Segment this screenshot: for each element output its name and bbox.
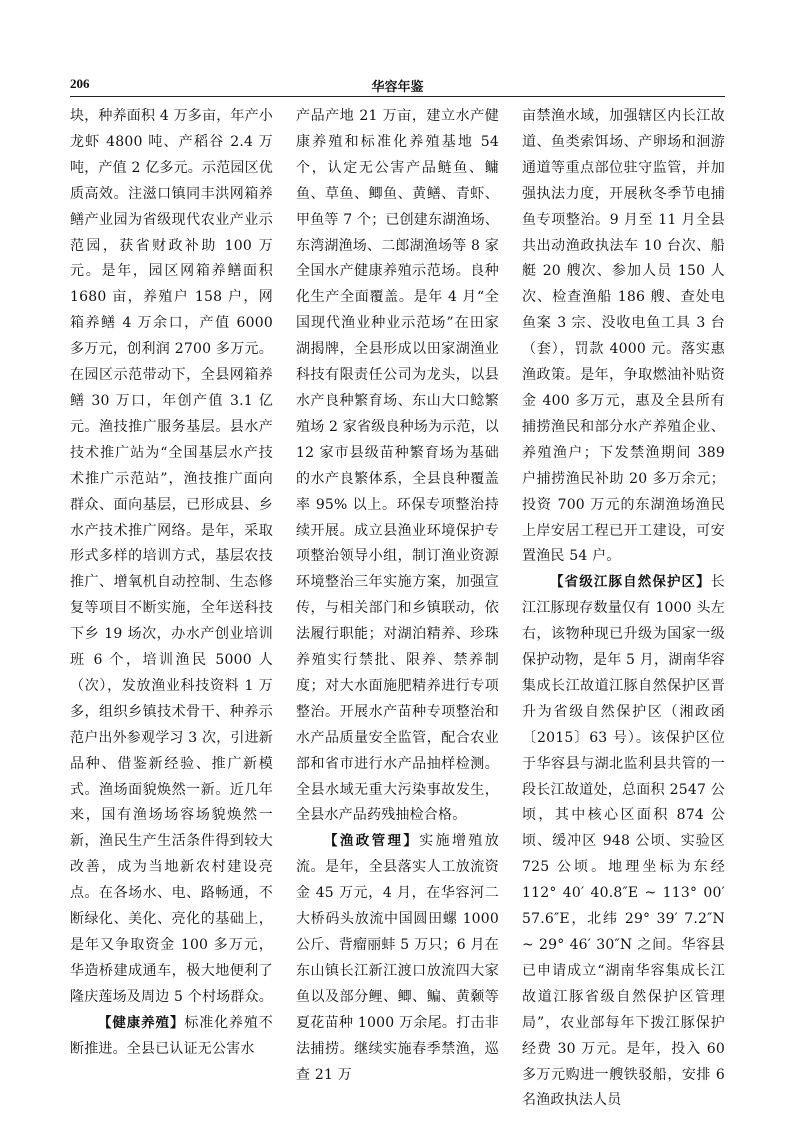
paragraph-porpoise-reserve: [522, 570, 725, 1114]
page-number: 206: [70, 76, 90, 91]
section-heading-porpoise-reserve: 【省级江豚自然保护区】: [550, 574, 711, 591]
text-column-right: [522, 104, 726, 1109]
paragraph-text: 标准化养殖不断推进。全县已认证无公害水: [70, 1014, 273, 1057]
page-header: [70, 76, 725, 98]
paragraph-fishery-tech: 块，种养面积 4 万多亩，年产小龙虾 4800 吨、产稻谷 2.4 万吨，产值 2 亿多元。示范园区优质高效。注滋口镇同丰洪网箱养鳝产业园为省级现代农业产业示范园，获省财政补助 100 万元。是年，园区网箱养鳝面积 1680 亩，养殖户 158 户，网箱养鳝 4 万余口，产值 6000 多万元，创利润 2700 多万元。在园区示范带动下，全县网箱养鳝 30 万口，年创产值 3.1 亿元。渔技推广服务基层。县水产技术推广站为“全国基层水产技术推广示范站”，渔技推广面向群众、面向基层，已形成县、乡水产技术推广网络。是年，采取形式多样的培训方式，基层农技推广、增氧机自动控制、生态修复等项目不断实施，全年送科技下乡 19 场次，办水产创业培训班 6 个，培训渔民 5000 人（次），发放渔业科技资料 1 万多，组织乡镇技术骨干、种养示范户出外参观学习 3 次，引进新品种、借鉴新经验、推广新模式。渔场面貌焕然一新。近几年来，国有渔场场容场貌焕然一新，渔民生产生活条件得到较大改善，成为当地新农村建设亮点。在各场水、电、路畅通，不断绿化、美化、亮化的基础上，是年又争取资金 100 多万元，华造桥建成通车，极大地便利了隆庆莲场及周边 5 个村场群众。: [70, 108, 274, 1005]
paragraph-text: 长江江豚现存数量仅有 1000 头左右，该物种现已升级为国家一级保护动物，是年 5 月，湖南华容集成长江故道江豚自然保护区晋升为省级自然保护区（湘政函〔2015〕63 号）。该保护区位于华容县与湖北监利县共管的一段长江故道处，总面积 2547 公顷，其中核心区面积 874 公顷、缓冲区 948 公顷、实验区 725 公顷。地理坐标为东经 112° 40′ 40.8″E ~ 113° 00′ 57.6″E，北纬 29° 39′ 7.2″N ~ 29° 46′ 30″N 之间。华容县已申请成立“湖南华容集成长江故道江豚省级自然保护区管理局”，农业部每年下拨江豚保护经费 30 万元。是年，投入 60 多万元购进一艘铁驳船，安排 6 名渔政执法人员: [522, 574, 726, 1109]
header-rule: [70, 96, 725, 97]
paragraph-fishery-admin-cont: 亩禁渔水域，加强辖区内长江故道、鱼类索饵场、产卵场和洄游通道等重点部位驻守监管，并加强执法力度，开展秋冬季节电捕鱼专项整治。9 月至 11 月全县共出动渔政执法车 10 台次、船艇 20 艘次、参加人员 150 人次、检查渔船 186 艘、查处电鱼案 3 宗、没收电鱼工具 3 台（套），罚款 4000 元。落实惠渔政策。是年，争取燃油补贴资金 400 多万元，惠及全县所有捕捞渔民和部分水产养殖企业、养殖渔户；下发禁渔期间 389 户捕捞渔民补助 20 多万余元；投资 700 万元的东湖渔场渔民上岸安居工程已开工建设，可安置渔民 54 户。: [522, 108, 725, 565]
section-heading-healthy-farming: 【健康养殖】: [98, 1014, 185, 1031]
paragraph-fishery-admin: [296, 829, 499, 1088]
running-title: 华容年鉴: [371, 80, 424, 95]
text-column-middle: [296, 104, 500, 1083]
text-column-left: [70, 104, 273, 1064]
paragraph-text: 实施增殖放流。是年，全县落实人工放流资金 45 万元，4 月，在华容河二大桥码头放流中国圆田螺 1000 公斤、背瘤丽蚌 5 万只；6 月在东山镇长江新江渡口放流四大家鱼以及部分鲤、鲫、鳊、黄颡等夏花苗种 1000 万余尾。打击非法捕捞。继续实施春季禁渔，巡查 21 万: [296, 833, 499, 1083]
section-heading-fishery-admin: 【渔政管理】: [324, 833, 420, 850]
paragraph-healthy-farming: [70, 1011, 273, 1063]
paragraph-healthy-farming-cont: 产品产地 21 万亩，建立水产健康养殖和标准化养殖基地 54 个，认定无公害产品鲢鱼、鳙鱼、草鱼、鲫鱼、黄鳝、青虾、甲鱼等 7 个；已创建东湖渔场、东湾湖渔场、二郎湖渔场等 8 家全国水产健康养殖示范场。良种化生产全面覆盖。是年 4 月“全国现代渔业种业示范场”在田家湖揭牌，全县形成以田家湖渔业科技有限责任公司为龙头，以县水产良种繁育场、东山大口鲶繁殖场 2 家省级良种场为示范，以 12 家市县级苗种繁育场为基础的水产良繁体系，全县良种覆盖率 95% 以上。环保专项整治持续开展。成立县渔业环境保护专项整治领导小组，制订渔业资源环境整治三年实施方案，加强宣传，与相关部门和乡镇联动，依法履行职能；对湖泊精养、珍珠养殖实行禁批、限养、禁养制度；对大水面施肥精养进行专项整治。开展水产苗种专项整治和水产品质量安全监管，配合农业部和省市进行水产品抽样检测。全县水域无重大污染事故发生，全县水产品药残抽检合格。: [296, 108, 500, 824]
